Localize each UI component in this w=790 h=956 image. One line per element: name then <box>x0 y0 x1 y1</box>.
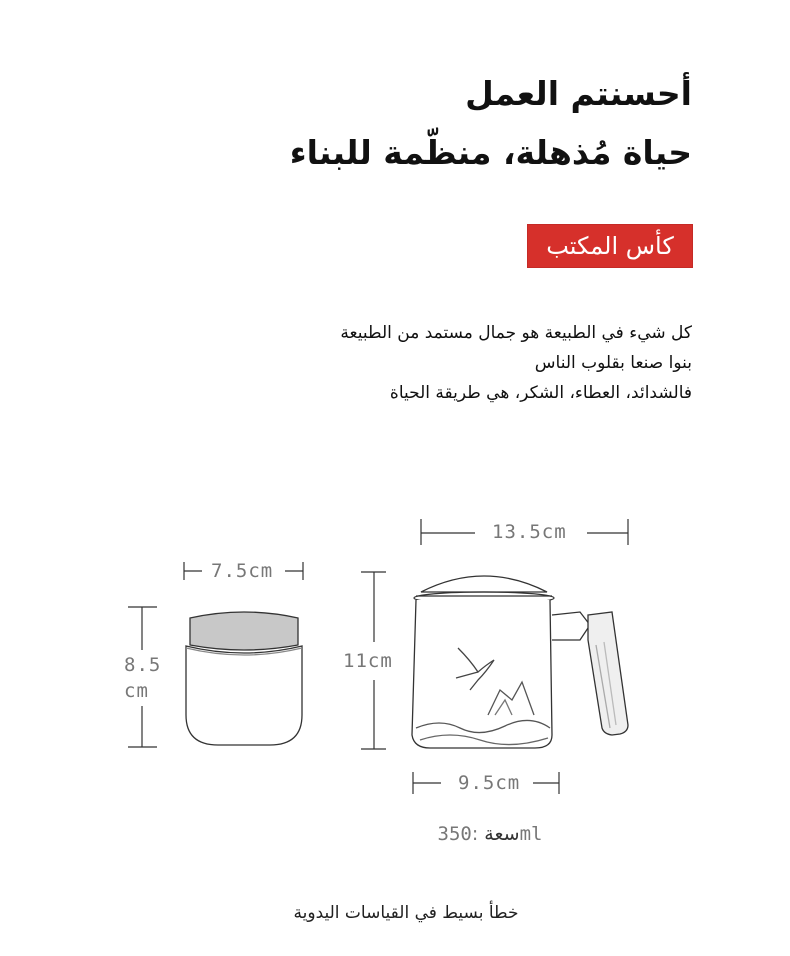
description-line-1: كل شيء في الطبيعة هو جمال مستمد من الطبيعة <box>340 323 692 343</box>
small-cup-height-unit-label: cm <box>124 680 149 702</box>
measurement-note: خطأ بسيط في القياسات اليدوية <box>293 903 519 923</box>
capacity-text: سعة :350ml <box>437 823 543 845</box>
mug-base-width-label: 9.5cm <box>458 772 521 794</box>
mug-drawing <box>412 576 628 748</box>
small-cup-height-value-label: 8.5 <box>124 654 162 676</box>
small-cup-width-label: 7.5cm <box>211 560 274 582</box>
product-tag: كأس المكتب <box>527 224 693 268</box>
capacity-value: 350ml <box>437 823 543 845</box>
small-cup-drawing <box>186 612 302 745</box>
mug-height-label: 11cm <box>343 650 393 672</box>
page-subtitle: حياة مُذهلة، منظّمة للبناء <box>289 133 692 172</box>
mug-total-width-label: 13.5cm <box>492 521 567 543</box>
description-line-2: بنوا صنعا بقلوب الناس <box>534 353 692 373</box>
capacity-label: سعة <box>484 823 520 845</box>
description-line-3: فالشدائد، العطاء، الشكر، هي طريقة الحياة <box>389 383 692 403</box>
page-title: أحسنتم العمل <box>465 74 692 113</box>
